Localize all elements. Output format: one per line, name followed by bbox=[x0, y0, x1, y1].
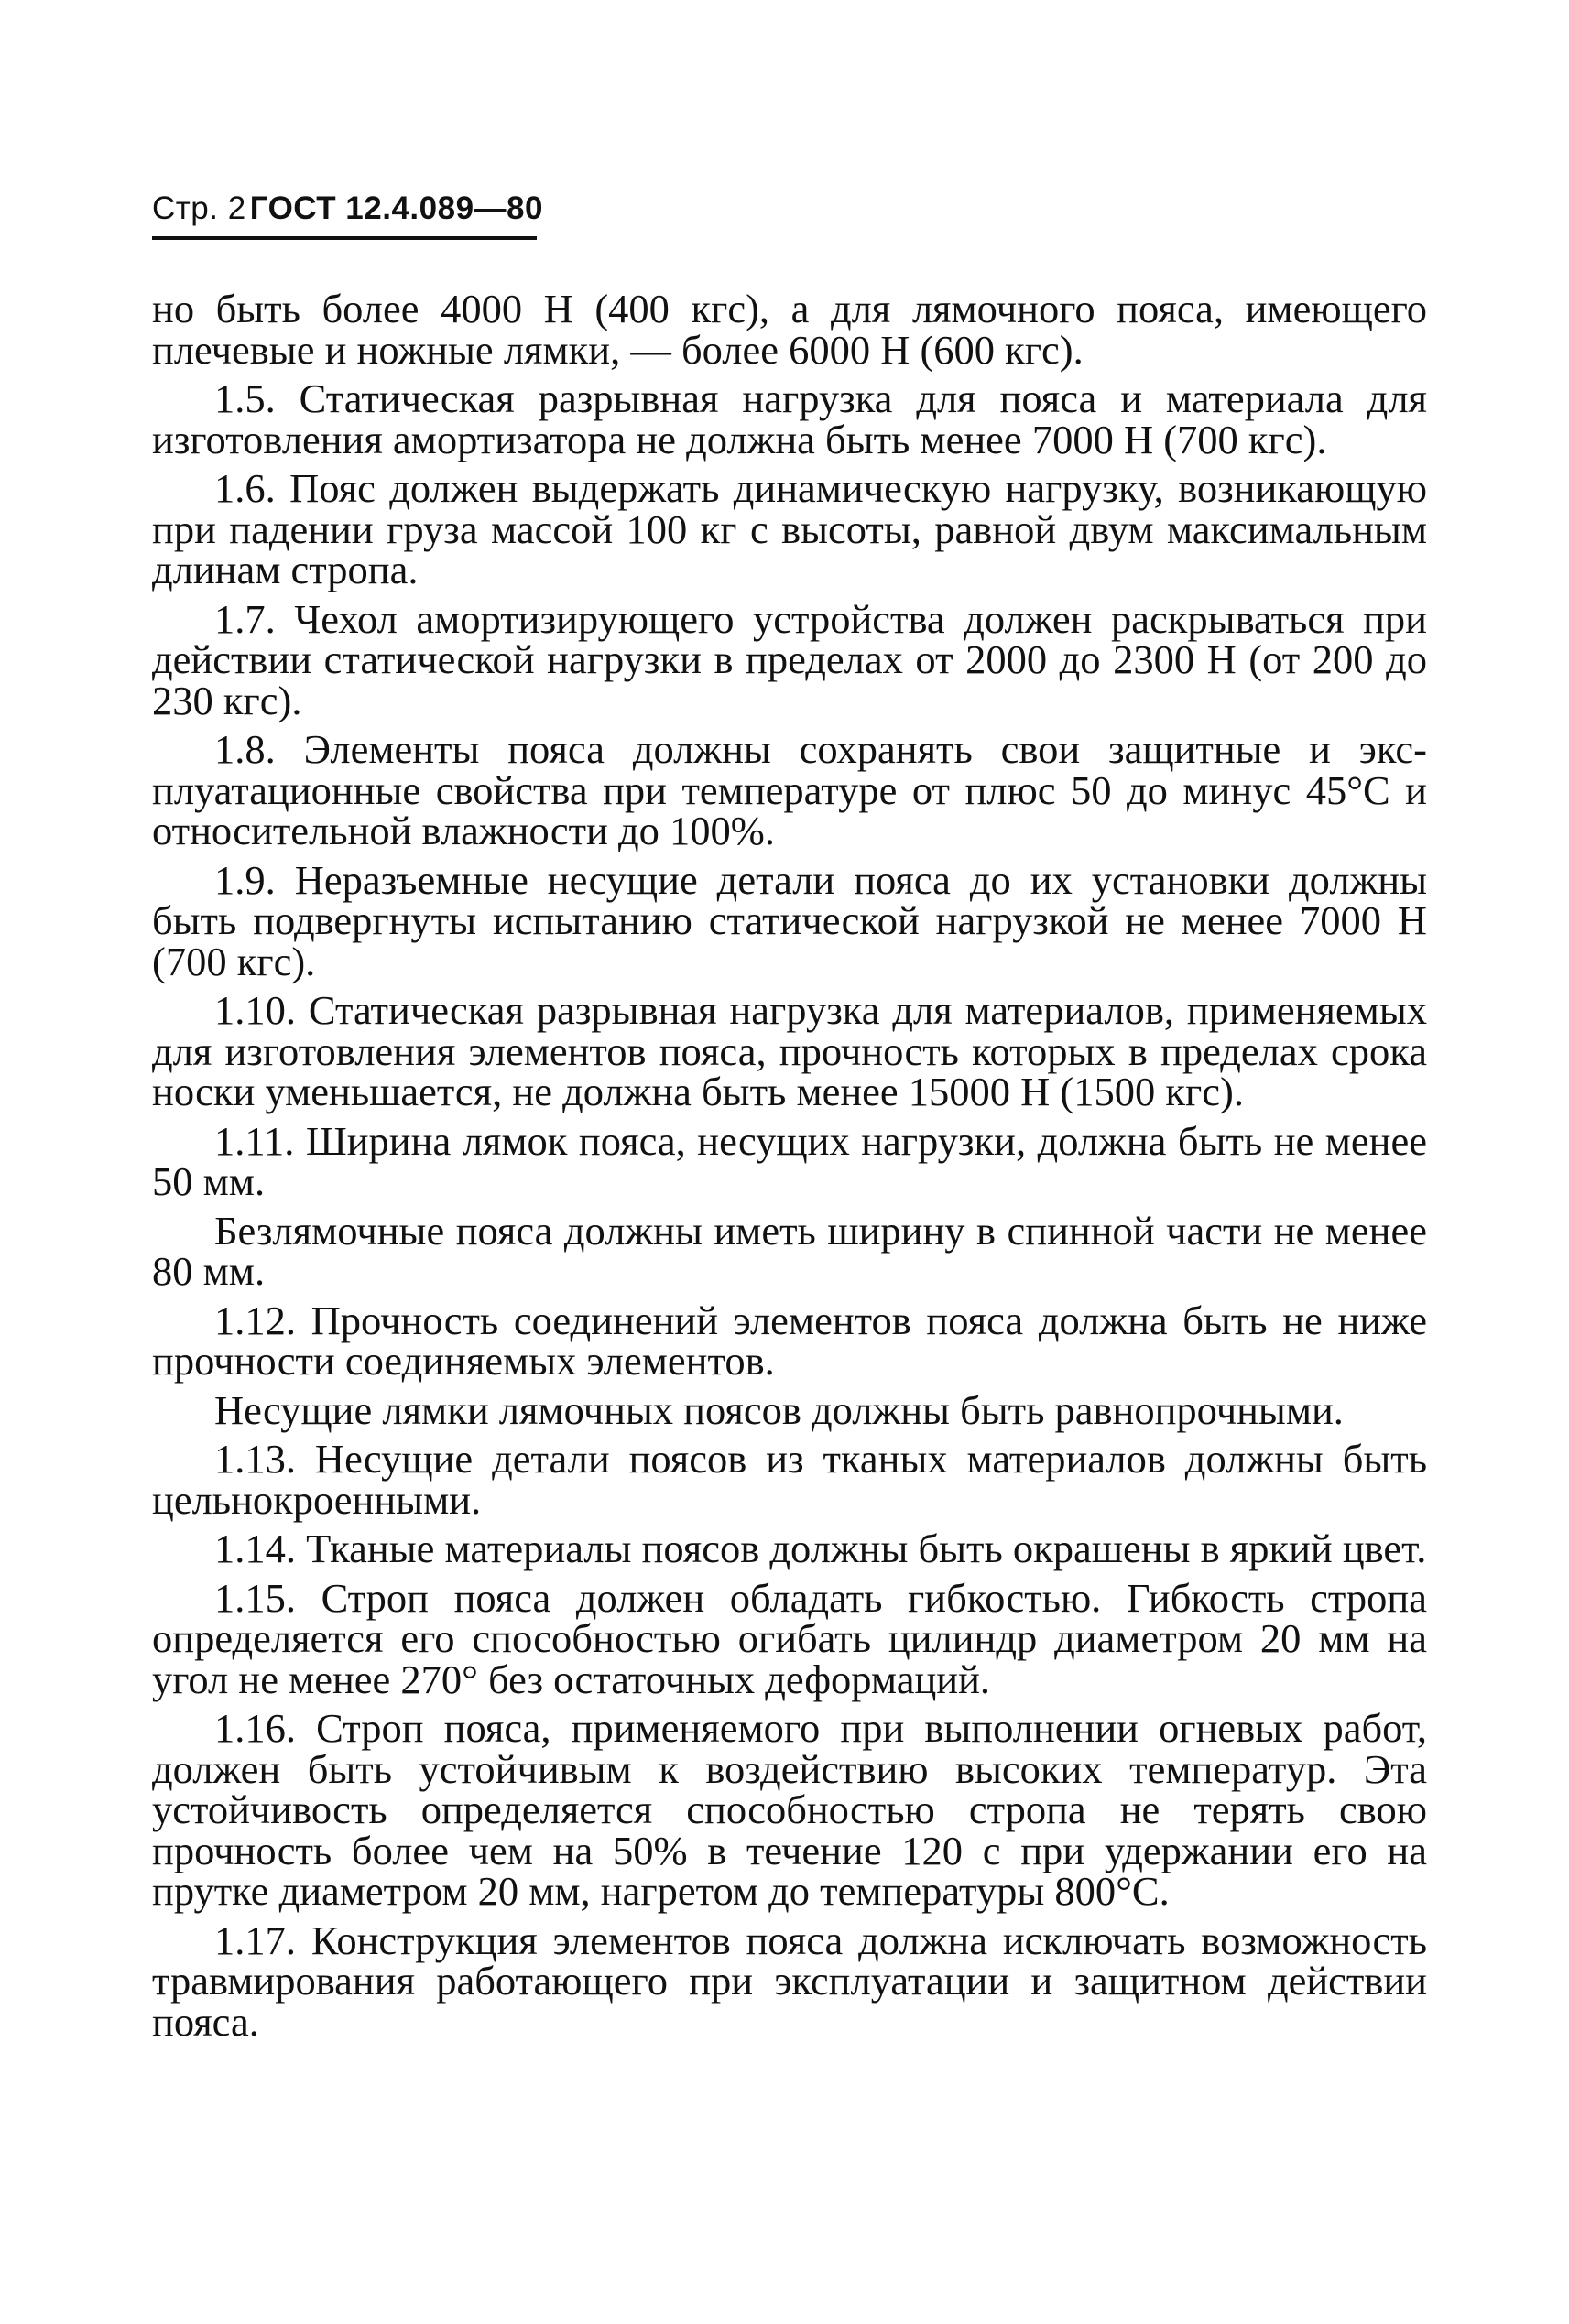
document-body bbox=[152, 288, 1427, 2050]
document-number: ГОСТ 12.4.089—80 bbox=[249, 190, 543, 226]
clause-1-13: 1.13. Несущие детали поясов из тканых материалов должны быть цельнокроенными. bbox=[152, 1436, 1427, 1523]
page-header bbox=[152, 190, 543, 227]
clause-1-17: 1.17. Конструкция элементов пояса должна исключать возможность травмирования работающего при эксплуатации и защитном действии пояса. bbox=[152, 1917, 1427, 2045]
page-number: Стр. 2 bbox=[152, 190, 246, 226]
clause-1-11: 1.11. Ширина лямок пояса, несущих нагрузки, должна быть не менее 50 мм. bbox=[152, 1117, 1427, 1204]
clause-1-5: 1.5. Статическая разрывная нагрузка для пояса и материала для изготовления амортизатора не должна быть менее 7000 Н (700 кгс). bbox=[152, 375, 1427, 462]
clause-1-12: 1.12. Прочность соединений элементов пояса должна быть не ниже прочности соединяемых элементов. bbox=[152, 1297, 1427, 1384]
clause-1-12-note: Несущие лямки лямочных поясов должны быть равнопрочными. bbox=[214, 1386, 1344, 1433]
clause-1-15: 1.15. Строп пояса должен обладать гибкостью. Гибкость стропа определяется его способностью огибать цилиндр диаметром 20 мм на угол не менее 270° без остаточных деформаций. bbox=[152, 1574, 1427, 1702]
clause-1-9: 1.9. Неразъемные несущие детали пояса до их установки должны быть подвергнуты испытанию статической нагрузкой не менее 7000 Н (700 кгс). bbox=[152, 856, 1427, 984]
paragraph-continuation: но быть более 4000 Н (400 кгс), а для лямочного пояса, имеющего плечевые и ножные лямки, — более 6000 Н (600 кгс). bbox=[152, 286, 1427, 373]
clause-1-14: 1.14. Тканые материалы поясов должны быть окрашены в яркий цвет. bbox=[214, 1526, 1427, 1571]
clause-1-11-note: Безлямочные пояса должны иметь ширину в спинной части не менее 80 мм. bbox=[152, 1207, 1427, 1294]
header-underline bbox=[152, 236, 537, 240]
clause-1-16: 1.16. Строп пояса, применяемого при выполнении огневых работ, должен быть устойчивым к воздействию высоких температур. Эта устойчивость определяется способностью стропа не терять свою прочность более чем на 50% в течение 120 с при удержании его на прутке диаметром 20 мм, нагретом до температуры 800°С. bbox=[152, 1705, 1427, 1914]
clause-1-6: 1.6. Пояс должен выдержать динамическую нагрузку, возникающую при падении груза массой 100 кг с высоты, равной двум максимальным длинам стропа. bbox=[152, 465, 1427, 592]
clause-1-7: 1.7. Чехол амортизирующего устройства должен раскрываться при действии статической нагрузки в пределах от 2000 до 2300 Н (от 200 до 230 кгс). bbox=[152, 595, 1427, 723]
clause-1-8: 1.8. Элементы пояса должны сохранять свои защитные и эксплуатационные свойства при температуре от плюс 50 до минус 45°С и относительной влажности до 100%. bbox=[152, 726, 1427, 853]
clause-1-10: 1.10. Статическая разрывная нагрузка для материалов, применяемых для изготовления элементов пояса, прочность которых в пределах срока носки уменьшается, не должна быть менее 15000 Н (1500 кгс). bbox=[152, 987, 1427, 1114]
